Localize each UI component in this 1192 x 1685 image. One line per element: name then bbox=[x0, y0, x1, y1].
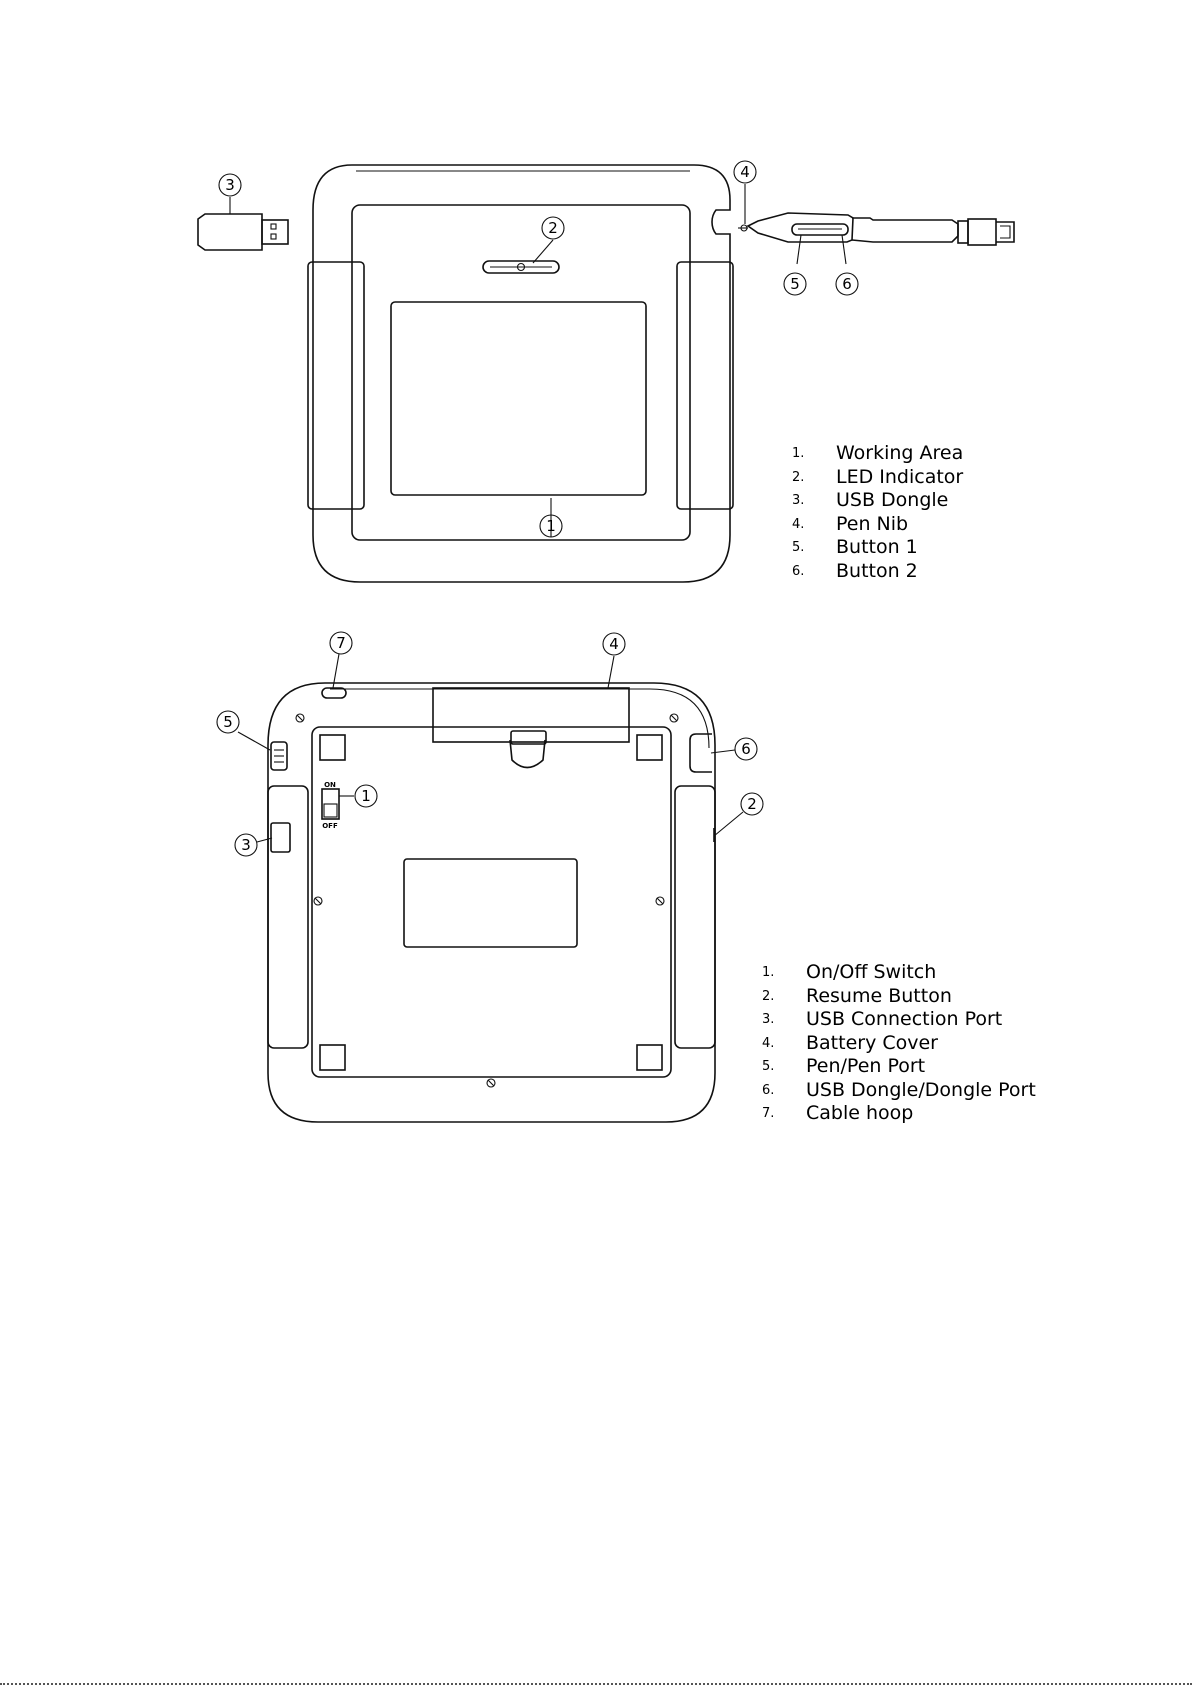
foot-top-right bbox=[637, 735, 662, 760]
pen-port bbox=[271, 742, 287, 770]
usb-dongle bbox=[198, 214, 288, 250]
back-callout-3-label: 3 bbox=[241, 836, 251, 854]
legend-label: LED Indicator bbox=[836, 465, 964, 488]
back-callout-5-label: 5 bbox=[223, 713, 233, 731]
back-callout-6-label: 6 bbox=[741, 740, 751, 758]
right-grip bbox=[677, 262, 733, 509]
tablet-front-panel bbox=[352, 205, 690, 540]
back-right-grip bbox=[675, 786, 715, 1048]
back-left-grip bbox=[268, 786, 308, 1048]
legend-label: Button 2 bbox=[836, 559, 918, 582]
on-off-switch bbox=[322, 781, 339, 830]
back-callouts bbox=[217, 632, 763, 856]
foot-bottom-right bbox=[637, 1045, 662, 1070]
working-area bbox=[391, 302, 646, 495]
legend-label: Pen Nib bbox=[836, 512, 909, 535]
front-callouts bbox=[219, 161, 858, 537]
legend-label: On/Off Switch bbox=[806, 961, 937, 983]
tablet-front-body bbox=[313, 165, 730, 582]
back-view bbox=[217, 632, 763, 1122]
legend-label: USB Dongle/Dongle Port bbox=[806, 1078, 1036, 1101]
battery-cover bbox=[433, 688, 629, 742]
switch-off-label: OFF bbox=[322, 822, 338, 830]
front-callout-3-label: 3 bbox=[225, 176, 235, 194]
front-callout-5-label: 5 bbox=[790, 275, 800, 293]
tablet-back-body bbox=[268, 683, 715, 1122]
front-callout-2-label: 2 bbox=[548, 219, 558, 237]
legend-label: Button 1 bbox=[836, 536, 918, 558]
legend-label: Battery Cover bbox=[806, 1031, 938, 1054]
switch-on-label: ON bbox=[324, 781, 336, 789]
legend-label: USB Connection Port bbox=[806, 1008, 1003, 1030]
legend-label: Resume Button bbox=[806, 984, 952, 1007]
front-callout-1-label: 1 bbox=[546, 517, 556, 535]
foot-top-left bbox=[320, 735, 345, 760]
back-callout-7-label: 7 bbox=[336, 634, 346, 652]
legend-label: Working Area bbox=[836, 442, 964, 464]
legend-label: Cable hoop bbox=[806, 1102, 914, 1124]
back-panel bbox=[312, 727, 671, 1077]
front-callout-6-label: 6 bbox=[842, 275, 852, 293]
label-plate bbox=[404, 859, 577, 947]
pen bbox=[738, 213, 1014, 245]
back-callout-4-label: 4 bbox=[609, 635, 619, 653]
foot-bottom-left bbox=[320, 1045, 345, 1070]
back-callout-2-label: 2 bbox=[747, 795, 757, 813]
usb-connection-port bbox=[271, 823, 290, 852]
screws bbox=[296, 714, 678, 1087]
front-callout-4-label: 4 bbox=[740, 163, 750, 181]
left-grip bbox=[308, 262, 364, 509]
back-callout-1-label: 1 bbox=[361, 787, 371, 805]
legend-label: Pen/Pen Port bbox=[806, 1055, 926, 1077]
legend-label: USB Dongle bbox=[836, 489, 949, 511]
